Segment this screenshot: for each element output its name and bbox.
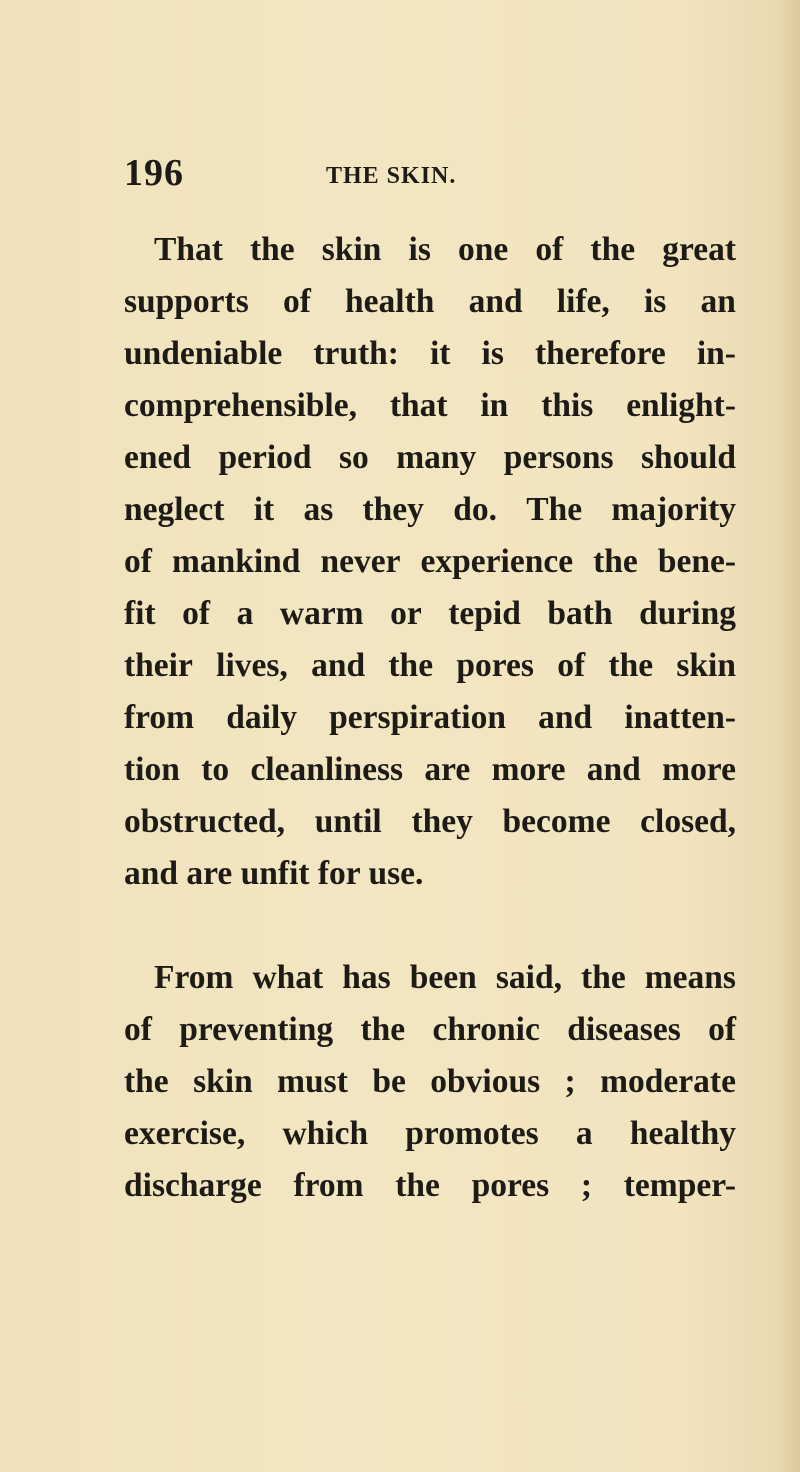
word: comprehensible, (124, 387, 357, 424)
word: skin (321, 231, 382, 268)
word: inatten- (624, 699, 736, 736)
word: the (250, 231, 295, 268)
word: the (124, 1063, 169, 1100)
word: be (372, 1063, 406, 1100)
word: must (277, 1063, 348, 1100)
text-line (124, 332, 736, 376)
word: many (396, 439, 477, 476)
word: The (526, 491, 583, 528)
word: to (201, 751, 230, 788)
word: pores (456, 647, 534, 684)
text-line (124, 1060, 736, 1104)
word: ; (564, 1063, 576, 1100)
word: the (388, 647, 434, 684)
text-line (124, 436, 736, 480)
text-line-last: and are unfit for use. (124, 855, 424, 892)
word: exercise, (124, 1115, 246, 1152)
word: diseases (567, 1011, 681, 1048)
word: are (424, 751, 471, 788)
word: they (362, 491, 424, 528)
word: temper- (623, 1167, 736, 1204)
word: moderate (600, 1063, 736, 1100)
word: therefore (534, 335, 666, 372)
word: healthy (629, 1115, 736, 1152)
word: of (535, 231, 564, 268)
word: closed, (640, 803, 736, 840)
word: bath (547, 595, 613, 632)
word: health (345, 283, 435, 320)
word: discharge (124, 1167, 262, 1204)
text-line (124, 1008, 736, 1052)
word: in- (696, 335, 736, 372)
word: skin (676, 647, 736, 684)
page-number: 196 (124, 152, 184, 194)
word: the (608, 647, 654, 684)
text-line (124, 1164, 736, 1208)
word: one (458, 231, 509, 268)
word: tion (124, 751, 180, 788)
word: never (320, 543, 401, 580)
word: the (581, 959, 626, 996)
word: promotes (405, 1115, 539, 1152)
text-line (124, 540, 736, 584)
word: means (644, 959, 736, 996)
word: during (639, 595, 736, 632)
word: pores (471, 1167, 550, 1204)
word: obvious (430, 1063, 541, 1100)
word: obstructed, (124, 803, 285, 840)
word: the (590, 231, 636, 268)
word: or (390, 595, 422, 632)
word: is (408, 231, 431, 268)
word: tepid (448, 595, 521, 632)
word: from (293, 1167, 364, 1204)
word: preventing (179, 1011, 334, 1048)
text-line (124, 488, 736, 532)
word: experience (420, 543, 574, 580)
running-head: THE SKIN. (326, 163, 457, 189)
word: should (641, 439, 736, 476)
word: supports (124, 283, 249, 320)
word: From (154, 959, 234, 996)
word: so (338, 439, 369, 476)
word: life, (556, 283, 610, 320)
word: and (586, 751, 641, 788)
word: mankind (171, 543, 301, 580)
word: That (154, 231, 223, 268)
word: majority (611, 491, 736, 528)
word: as (303, 491, 334, 528)
word: chronic (432, 1011, 540, 1048)
word: skin (193, 1063, 253, 1100)
word: of (124, 1011, 152, 1048)
word: of (124, 543, 152, 580)
word: a (236, 595, 254, 632)
word: what (252, 959, 324, 996)
word: perspiration (329, 699, 506, 736)
word: their (124, 647, 193, 684)
word: undeniable (124, 335, 283, 372)
text-line (124, 280, 736, 324)
word: from (124, 699, 195, 736)
word: this (541, 387, 594, 424)
word: said, (495, 959, 562, 996)
word: warm (279, 595, 364, 632)
word: ; (580, 1167, 593, 1204)
word: daily (226, 699, 297, 736)
word: has (342, 959, 391, 996)
word: persons (503, 439, 614, 476)
word: of (557, 647, 586, 684)
text-line (124, 644, 736, 688)
text-line (124, 384, 736, 428)
page-header (124, 148, 744, 198)
word: it (253, 491, 275, 528)
text-line (124, 748, 736, 792)
word: bene- (657, 543, 736, 580)
word: and (468, 283, 523, 320)
text-line (124, 696, 736, 740)
word: truth: (313, 335, 399, 372)
word: become (502, 803, 611, 840)
word: is (643, 283, 667, 320)
word: the (360, 1011, 406, 1048)
word: fit (124, 595, 156, 632)
text-line (154, 956, 736, 1000)
word: it (430, 335, 451, 372)
word: great (662, 231, 736, 268)
word: the (593, 543, 638, 580)
word: they (411, 803, 473, 840)
word: neglect (124, 491, 225, 528)
word: cleanliness (250, 751, 404, 788)
word: in (480, 387, 509, 424)
text-line (124, 592, 736, 636)
word: lives, (216, 647, 288, 684)
word: and (538, 699, 593, 736)
word: which (282, 1115, 369, 1152)
word: that (389, 387, 448, 424)
word: a (575, 1115, 593, 1152)
word: period (218, 439, 312, 476)
word: is (481, 335, 504, 372)
text-line (124, 800, 736, 844)
word: ened (124, 439, 191, 476)
word: been (409, 959, 477, 996)
text-line (124, 1112, 736, 1156)
word: until (314, 803, 382, 840)
word: of (708, 1011, 736, 1048)
word: of (282, 283, 311, 320)
word: of (182, 595, 211, 632)
word: and (311, 647, 366, 684)
word: do. (453, 491, 497, 528)
word: more (662, 751, 736, 788)
word: more (491, 751, 566, 788)
word: enlight- (626, 387, 736, 424)
word: the (395, 1167, 440, 1204)
word: an (700, 283, 736, 320)
text-line (154, 228, 736, 272)
